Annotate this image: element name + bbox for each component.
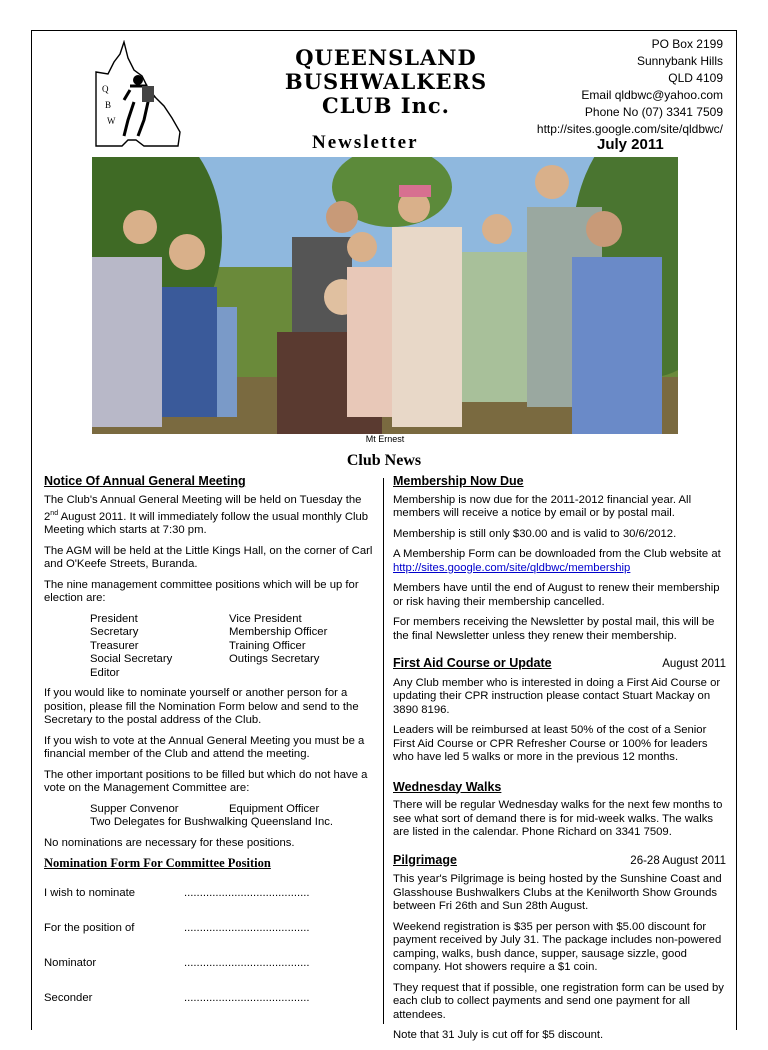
pilgrimage-paragraph-4: Note that 31 July is cut off for $5 discount.	[393, 1029, 604, 1041]
nomination-field[interactable]: ........................................	[184, 886, 310, 899]
po-box: PO Box 2199	[651, 37, 723, 51]
nomination-row	[44, 911, 376, 946]
newsletter-label: Newsletter	[312, 132, 419, 153]
position: Outings Secretary	[229, 653, 320, 666]
delegates: Two Delegates for Bushwalking Queensland Inc.	[90, 816, 334, 829]
agm-paragraph-6: The other important positions to be filled but which do not have a vote on the Management Committee are:	[44, 768, 368, 795]
photo-caption: Mt Ernest	[365, 434, 405, 444]
position: Equipment Officer	[229, 802, 320, 815]
membership-paragraph-4: Members have until the end of August to renew their membership or risk having their membership cancelled.	[393, 582, 720, 608]
membership-paragraph-1: Membership is now due for the 2011-2012 financial year. All members will receive a notice by email or by postal mail.	[393, 493, 692, 519]
nomination-row	[44, 946, 376, 981]
club-news-heading: Club News	[346, 452, 422, 469]
membership-link[interactable]: http://sites.google.com/site/qldbwc/membership	[393, 561, 631, 574]
column-divider	[383, 478, 384, 1024]
membership-paragraph-3: A Membership Form can be downloaded from the Club website at http://sites.google.com/site/qldbwc/membership	[393, 548, 721, 574]
agm-paragraph-4: If you would like to nominate yourself or another person for a position, please fill the Nomination Form below and send to the Secretary to the postal address of the Club.	[44, 687, 359, 727]
logo-letter-w: W	[107, 116, 116, 126]
right-column	[393, 475, 726, 1050]
membership-paragraph-5: For members receiving the Newsletter by postal mail, this will be the final Newsletter unless they renew their membership.	[393, 616, 715, 642]
title-line-1: QUEENSLAND	[295, 45, 477, 70]
position: President	[90, 612, 138, 625]
phone: Phone No (07) 3341 7509	[584, 105, 723, 119]
pilgrimage-heading: Pilgrimage	[393, 852, 457, 867]
first-aid-paragraph-1: Any Club member who is interested in doing a First Aid Course or updating their CPR instruction please contact Stuart Mackay on 3890 8196.	[393, 676, 721, 716]
nomination-field[interactable]: ........................................	[184, 991, 310, 1004]
suburb: Sunnybank Hills	[636, 54, 723, 68]
nomination-heading: Nomination Form For Committee Position	[44, 856, 271, 871]
wednesday-paragraph-1: There will be regular Wednesday walks for the next few months to see what sort of demand there is for mid-week walks. The walks are listed in the calendar. Phone Richard on 3341 7509.	[393, 799, 723, 838]
nomination-field[interactable]: ........................................	[184, 921, 310, 934]
position: Editor	[90, 666, 120, 679]
first-aid-date: August 2011	[662, 658, 726, 670]
first-aid-header	[393, 657, 726, 672]
position: Secretary	[90, 626, 139, 639]
position: Training Officer	[229, 639, 306, 652]
pilgrimage-date: 26-28 August 2011	[630, 854, 726, 867]
left-column	[44, 475, 376, 1016]
pilgrimage-paragraph-3: They request that if possible, one registration form can be used by each club to collect payments and send one payment for all attendees.	[393, 981, 724, 1021]
agm-paragraph-3: The nine management committee positions which will be up for election are:	[44, 578, 359, 605]
agm-heading: Notice Of Annual General Meeting	[44, 474, 246, 488]
position: Vice President	[229, 612, 302, 625]
position: Membership Officer	[229, 626, 328, 639]
position	[229, 667, 379, 681]
nomination-field[interactable]: ........................................	[184, 956, 310, 969]
state-postcode: QLD 4109	[668, 71, 723, 85]
nomination-label: Seconder	[44, 991, 93, 1004]
club-logo	[94, 40, 184, 150]
logo-letter-q: Q	[102, 84, 109, 94]
first-aid-paragraph-2: Leaders will be reimbursed at least 50% of the cost of a Senior First Aid Course or CPR Refresher Course or 100% for leaders who have led 5 walks or more in the previous 12 months.	[393, 724, 708, 763]
membership-paragraph-2: Membership is still only $30.00 and is valid to 30/6/2012.	[393, 527, 677, 540]
committee-positions	[44, 613, 376, 681]
agm-paragraph-7: No nominations are necessary for these positions.	[44, 836, 295, 849]
title-line-3: CLUB Inc.	[322, 93, 450, 118]
wednesday-heading: Wednesday Walks	[393, 779, 502, 794]
logo-letter-b: B	[105, 100, 112, 110]
pilgrimage-paragraph-2: Weekend registration is $35 per person with $5.00 discount for payment received by July 31. The package includes non-powered camping, walks, bush dance, supper, sausage sizzle, good company. Hot showers require a $1 coin.	[393, 920, 722, 973]
title-line-2: BUSHWALKERS	[284, 69, 488, 94]
pilgrimage-header	[393, 854, 726, 869]
pilgrimage-paragraph-1: This year's Pilgrimage is being hosted by the Sunshine Coast and Glasshouse Bushwalkers Clubs at the Kenilworth Show Grounds between Fri 26th and Sun 28th August.	[393, 873, 722, 912]
position: Treasurer	[90, 639, 139, 652]
club-title	[248, 46, 524, 118]
nomination-label: For the position of	[44, 921, 135, 934]
website[interactable]: http://sites.google.com/site/qldbwc/	[536, 122, 723, 136]
nomination-row	[44, 981, 376, 1016]
nomination-label: I wish to nominate	[44, 886, 136, 899]
position: Social Secretary	[90, 653, 173, 666]
agm-paragraph-2: The AGM will be held at the Little Kings Hall, on the corner of Carl and O'Keefe Streets, Buranda.	[44, 544, 373, 571]
position: Supper Convenor	[90, 802, 179, 815]
issue-date: July 2011	[597, 136, 664, 153]
nomination-label: Nominator	[44, 956, 97, 969]
agm-paragraph-5: If you wish to vote at the Annual General Meeting you must be a financial member of the Club and attend the meeting.	[44, 734, 365, 761]
nomination-row	[44, 876, 376, 911]
group-photo	[92, 157, 678, 434]
first-aid-heading: First Aid Course or Update	[393, 656, 552, 670]
other-positions	[44, 803, 376, 817]
email[interactable]: Email qldbwc@yahoo.com	[581, 88, 723, 102]
membership-heading: Membership Now Due	[393, 474, 524, 488]
agm-paragraph-1: The Club's Annual General Meeting will be held on Tuesday the 2nd August 2011. It will immediately follow the usual monthly Club Meeting which starts at 7:30 pm.	[44, 493, 369, 537]
contact-block	[537, 36, 723, 138]
